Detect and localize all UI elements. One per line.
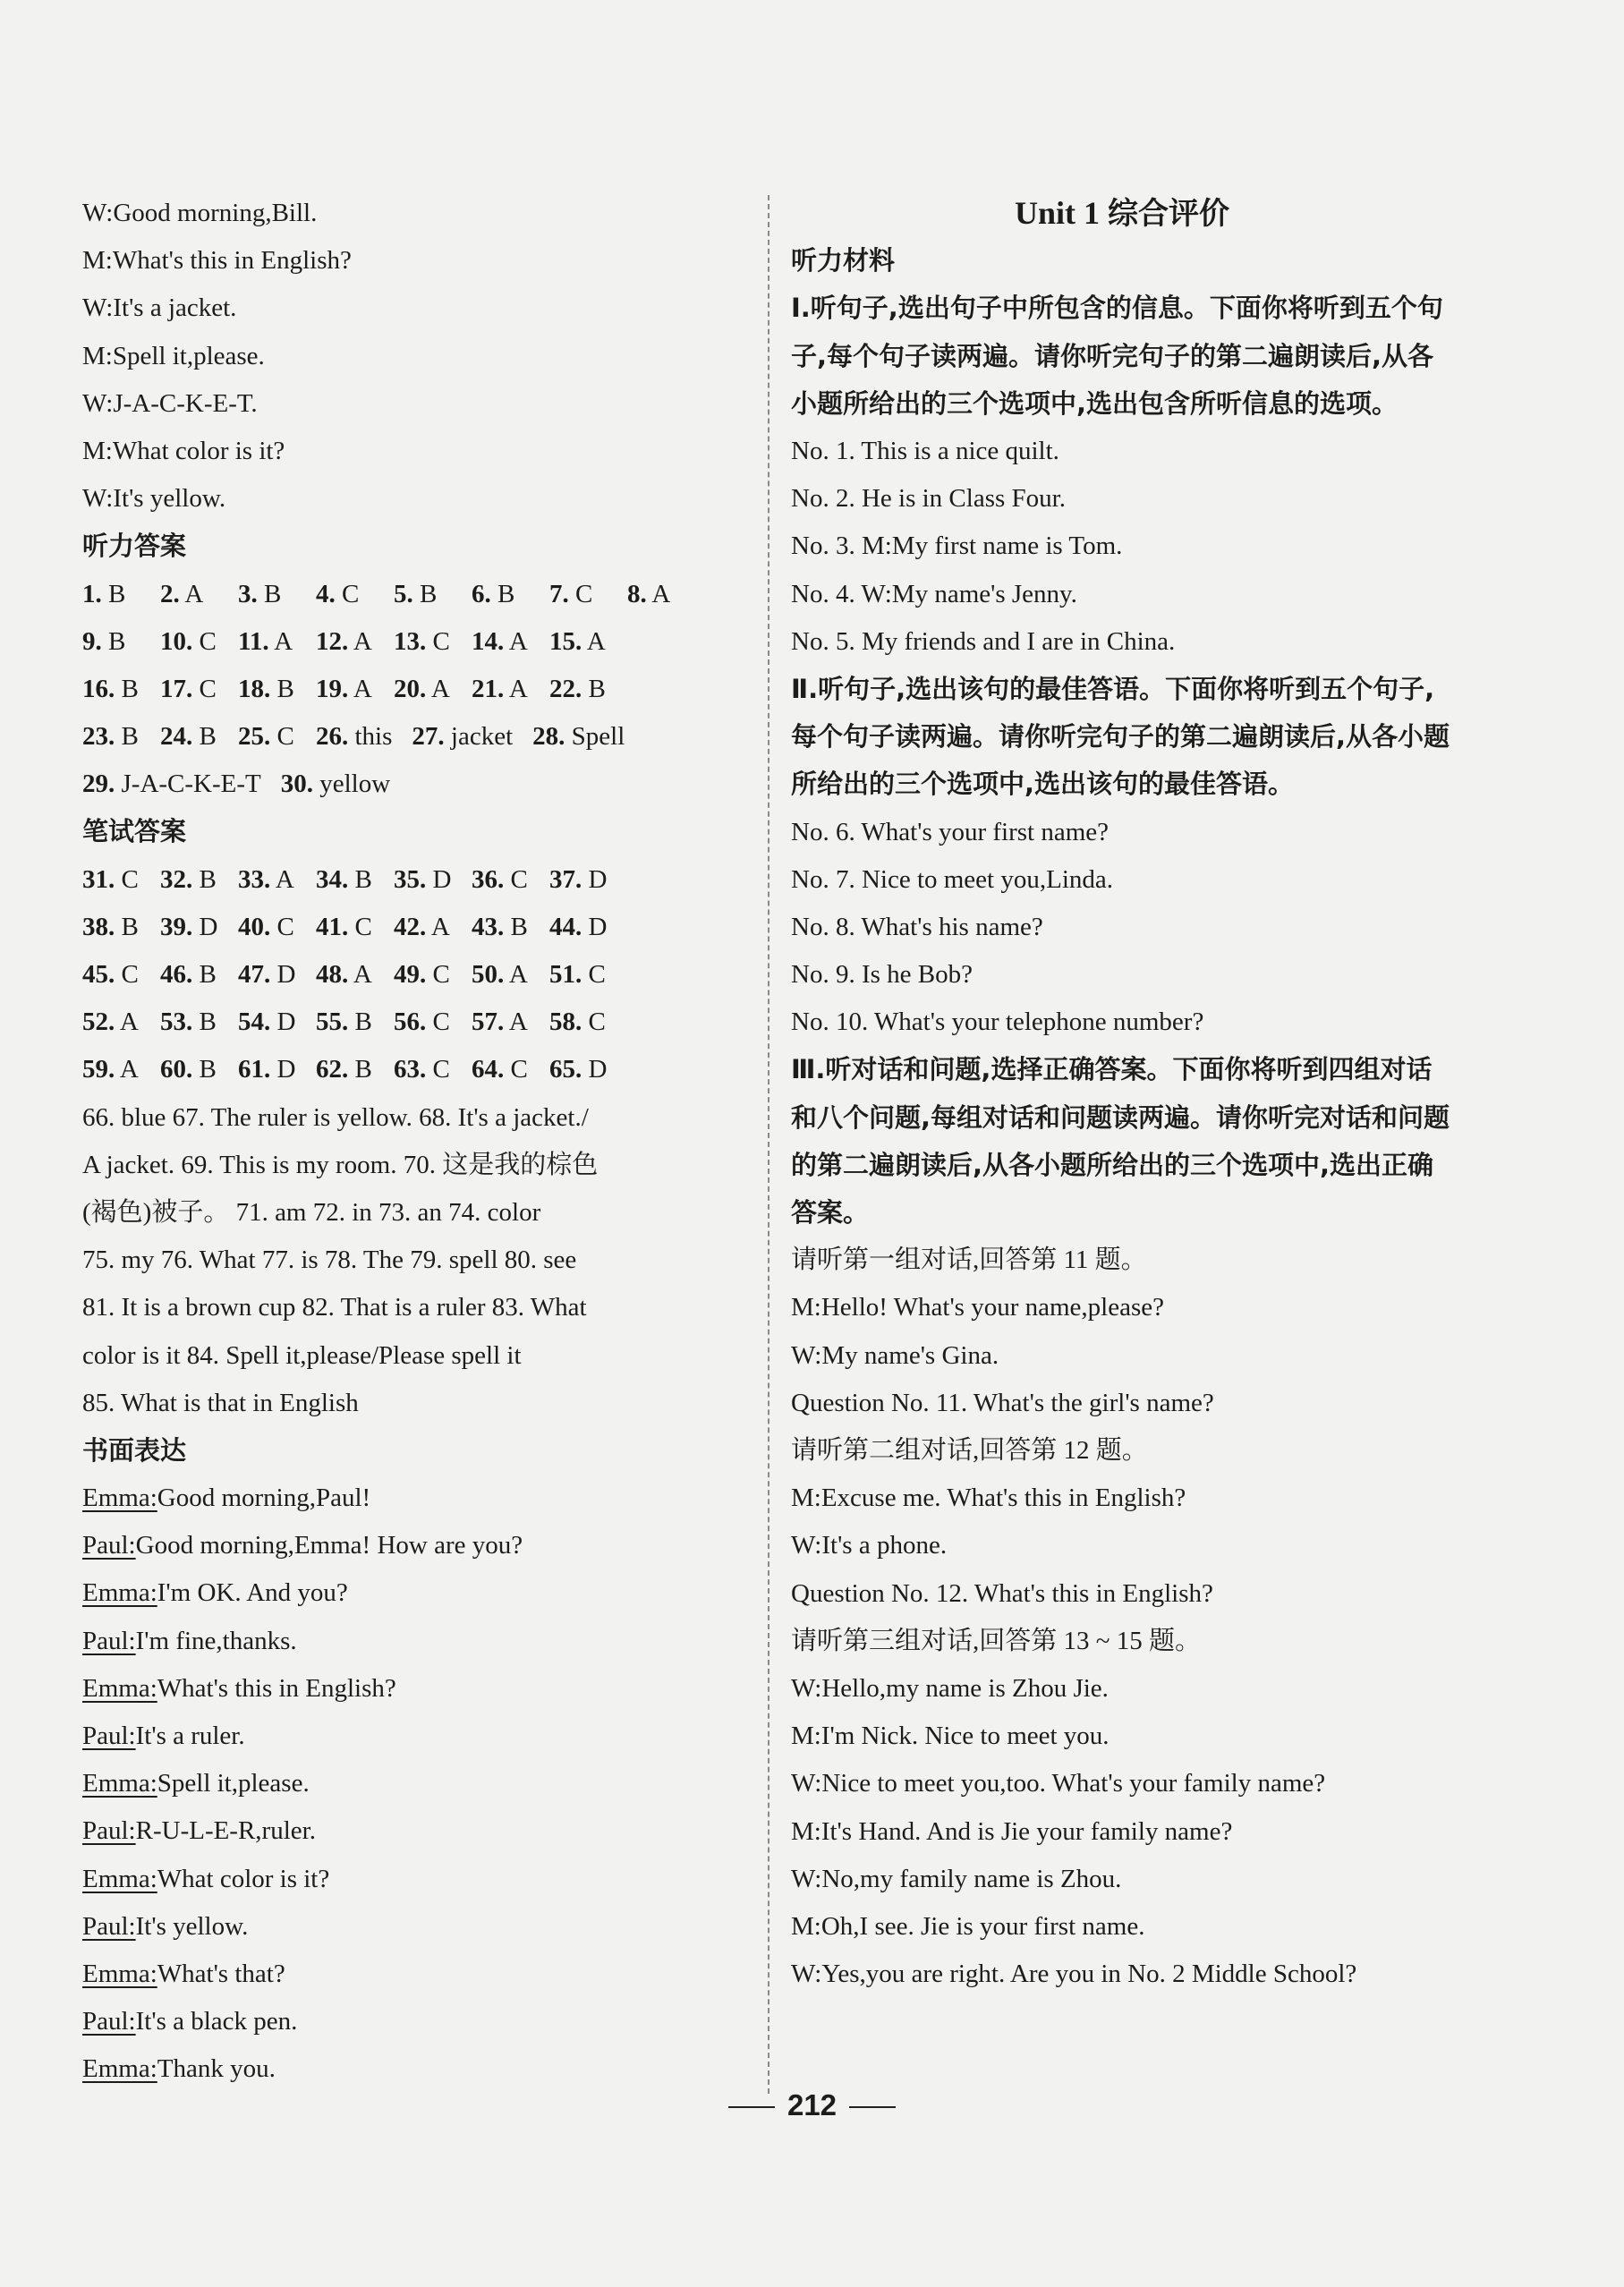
answer-item: 22. B [549,674,606,703]
answer-number: 12. [316,626,349,656]
section-1-items [791,428,1453,666]
dialogue-line: W:J-A-C-K-E-T. [82,388,258,418]
dialogue-line: M:Hello! What's your name,please? [791,1293,1165,1322]
answer-item: 8. A [627,579,671,608]
answer-item: 48. A [316,960,372,989]
section-3-instructions: Ⅲ.听对话和问题,选择正确答案。下面你将听到四组对话和八个问题,每组对话和问题读两遍。请你听完对话和问题的第二遍朗读后,从各小题所给出的三个选项中,选出正确答案。 [791,1054,1450,1229]
listening-item [791,856,1453,904]
answer-number: 47. [238,960,271,989]
item-text: Nice to meet you,Linda. [855,864,1114,894]
answer-item: 11. A [238,626,293,656]
writing-text: It's a ruler. [135,1722,245,1750]
writing-line [82,1760,753,1807]
answer-item: 12. A [316,626,372,656]
answer-item: 2. A [160,579,204,608]
answer-item: 32. B [160,864,217,894]
dialogue-line: W:Hello,my name is Zhou Jie. [791,1673,1109,1703]
writing-line [82,1618,753,1665]
answer-number: 3. [238,579,258,608]
answer-item: 19. A [316,674,372,703]
answer-number: 10. [160,626,193,656]
answer-item: 16. B [82,674,139,703]
answer-line: 81. It is a brown cup 82. That is a ruler 83. What [82,1293,587,1322]
answer-item: 4. C [316,579,360,608]
answer-number: 24. [160,722,193,752]
answer-item: 38. B [82,912,139,941]
listening-item [791,475,1453,523]
answer-number: 22. [549,674,582,703]
item-number: No. 8. [791,912,855,941]
answer-item: 28. Spell [532,722,625,752]
answer-number: 14. [472,626,505,656]
writing-line [82,1522,753,1569]
answer-number: 44. [549,912,582,941]
item-text: What's your telephone number? [868,1007,1204,1037]
answer-number: 2. [160,579,180,608]
answer-number: 28. [532,722,565,752]
answer-item: 24. B [160,722,217,752]
answer-number: 45. [82,960,115,989]
answer-item: 51. C [549,960,606,989]
answer-item: 63. C [394,1055,450,1084]
speaker-name: Emma: [82,1959,157,1988]
answer-item: 36. C [472,864,528,894]
answer-number: 6. [472,579,491,608]
answer-item: 13. C [394,626,450,656]
item-number: No. 10. [791,1007,869,1037]
writing-text: What color is it? [157,1864,330,1893]
listening-answers [82,571,753,809]
answer-number: 15. [549,626,582,656]
answer-number: 27. [412,722,445,752]
item-text: What's your first name? [855,817,1110,846]
answer-number: 56. [394,1007,427,1037]
answer-number: 54. [238,1007,271,1037]
answer-number: 51. [549,960,582,989]
answer-item: 9. B [82,626,126,656]
answer-item: 49. C [394,960,450,989]
answer-number: 38. [82,912,115,941]
writing-text: Good morning,Paul! [157,1484,371,1513]
dialogue-line: M:Oh,I see. Jie is your first name. [791,1911,1145,1941]
answer-row [82,951,753,999]
answer-item: 33. A [238,864,294,894]
speaker-name: Paul: [82,1722,136,1750]
section-2-instructions: Ⅱ.听句子,选出该句的最佳答语。下面你将听到五个句子,每个句子读两遍。请你听完句子的第二遍朗读后,从各小题所给出的三个选项中,选出该句的最佳答语。 [791,673,1450,800]
dialogue-line: M:I'm Nick. Nice to meet you. [791,1722,1110,1751]
item-text: W:My name's Jenny. [855,579,1077,608]
answer-item: 34. B [316,864,372,894]
answer-number: 13. [394,626,427,656]
answer-item: 7. C [549,579,593,608]
answer-item: 50. A [472,960,528,989]
listening-item [791,999,1453,1046]
answer-number: 20. [394,674,427,703]
answer-item: 40. C [238,912,294,941]
dialogue-line: 请听第二组对话,回答第 12 题。 [791,1436,1148,1466]
answer-item: 41. C [316,912,372,941]
writing-line [82,1903,753,1951]
answer-row [82,618,753,666]
dialogue-line: W:It's a phone. [791,1531,948,1560]
dialogue-line: M:Excuse me. What's this in English? [791,1484,1186,1513]
item-text: My friends and I are in China. [855,626,1176,656]
answer-item: 14. A [472,626,528,656]
answer-number: 59. [82,1055,115,1084]
answer-number: 36. [472,864,505,894]
answer-row [82,761,753,808]
answer-item: 43. B [472,912,528,941]
speaker-name: Emma: [82,2054,157,2084]
answer-item: 61. D [238,1055,296,1084]
writing-text: What's this in English? [157,1673,396,1703]
item-number: No. 2. [791,484,855,514]
answer-item: 15. A [549,626,606,656]
listening-item [791,951,1453,999]
writing-line [82,1713,753,1760]
item-text: This is a nice quilt. [855,436,1059,465]
item-number: No. 1. [791,436,855,465]
answer-item: 58. C [549,1007,606,1037]
answer-item: 31. C [82,864,139,894]
answer-number: 37. [549,864,582,894]
answer-line: A jacket. 69. This is my room. 70. 这是我的棕色 [82,1150,599,1179]
answer-number: 46. [160,960,193,989]
item-text: What's his name? [855,912,1043,941]
dialogue-line: Question No. 12. What's this in English? [791,1578,1213,1608]
answer-line: 75. my 76. What 77. is 78. The 79. spell 80. see [82,1246,577,1275]
answer-number: 33. [238,864,271,894]
answer-number: 30. [280,769,313,799]
item-number: No. 4. [791,579,855,608]
answer-number: 48. [316,960,349,989]
answer-number: 61. [238,1055,271,1084]
dialogue-line: W:Good morning,Bill. [82,199,318,227]
answer-number: 58. [549,1007,582,1037]
answer-number: 50. [472,960,505,989]
answer-item: 6. B [472,579,515,608]
dialogue-line: 请听第三组对话,回答第 13 ~ 15 题。 [791,1626,1201,1655]
dialogue-line: Question No. 11. What's the girl's name? [791,1388,1214,1417]
speaker-name: Emma: [82,1864,157,1893]
writing-line [82,1856,753,1903]
answer-item: 55. B [316,1007,372,1037]
answer-item: 37. D [549,864,608,894]
answer-item: 47. D [238,960,296,989]
answer-number: 18. [238,674,271,703]
unit-title-cn: 综合评价 [1108,196,1229,232]
answer-item: 45. C [82,960,139,989]
answer-number: 1. [82,579,102,608]
answer-number: 57. [472,1007,505,1037]
speaker-name: Paul: [82,1911,136,1941]
answer-item: 60. B [160,1055,217,1084]
answer-item: 25. C [238,722,294,752]
answer-item: 27. jacket [412,722,514,752]
answer-item: 54. D [238,1007,296,1037]
page-number: 212 [0,2088,1624,2122]
item-text: M:My first name is Tom. [855,531,1123,561]
writing-text: I'm fine,thanks. [135,1626,297,1655]
answer-number: 32. [160,864,193,894]
item-number: No. 5. [791,626,855,656]
item-text: He is in Class Four. [855,484,1066,514]
answer-number: 42. [394,912,427,941]
answer-number: 17. [160,674,193,703]
answer-row [82,666,753,713]
answer-item: 59. A [82,1055,139,1084]
answer-item: 3. B [238,579,282,608]
answer-number: 39. [160,912,193,941]
answer-number: 35. [394,864,427,894]
writing-text: It's a black pen. [135,2007,298,2036]
writing-text: Spell it,please. [157,1769,310,1798]
answer-number: 31. [82,864,115,894]
answer-item: 44. D [549,912,608,941]
answer-item: 57. A [472,1007,528,1037]
answer-item: 17. C [160,674,217,703]
listening-item [791,904,1453,951]
speaker-name: Paul: [82,1816,136,1846]
dialogue-line: 请听第一组对话,回答第 11 题。 [791,1246,1147,1275]
answer-line: (褐色)被子。 71. am 72. in 73. an 74. color [82,1197,541,1227]
answer-row [82,904,753,951]
left-column [82,190,753,2094]
right-column [791,190,1453,1998]
answer-number: 43. [472,912,505,941]
writing-text: Thank you. [157,2054,276,2084]
writing-line [82,1998,753,2045]
answer-number: 23. [82,722,115,752]
dialogue-line: M:Spell it,please. [82,341,265,370]
answer-item: 29. J-A-C-K-E-T [82,769,261,799]
answer-line: 66. blue 67. The ruler is yellow. 68. It's a jacket./ [82,1102,589,1132]
answer-line: 85. What is that in English [82,1388,359,1417]
listening-item [791,523,1453,570]
answer-number: 7. [549,579,569,608]
answer-item: 52. A [82,1007,139,1037]
answer-item: 53. B [160,1007,217,1037]
answer-item: 26. this [316,722,393,752]
unit-title-en: Unit 1 [1014,195,1100,231]
dialogue-line: W:My name's Gina. [791,1340,999,1370]
answer-row [82,713,753,761]
listening-item [791,571,1453,618]
section-1-instructions: Ⅰ.听句子,选出句子中所包含的信息。下面你将听到五个句子,每个句子读两遍。请你听完句子的第二遍朗读后,从各小题所给出的三个选项中,选出包含所听信息的选项。 [791,293,1443,419]
answer-item: 23. B [82,722,139,752]
answer-number: 29. [82,769,115,799]
writing-text: It's yellow. [135,1911,249,1941]
answer-number: 63. [394,1055,427,1084]
answer-item: 18. B [238,674,294,703]
writing-text: R-U-L-E-R,ruler. [135,1816,316,1846]
writing-text: I'm OK. And you? [157,1578,348,1608]
section-3-dialogues [791,1237,1453,1998]
answer-number: 11. [238,626,269,656]
written-answers-heading: 笔试答案 [82,816,187,847]
writing-line [82,1475,753,1522]
dialogue-line: W:It's yellow. [82,484,226,514]
answer-number: 5. [394,579,413,608]
dialogue-1 [82,190,753,523]
answer-item: 1. B [82,579,126,608]
answer-number: 4. [316,579,336,608]
item-text: Is he Bob? [855,960,973,990]
answer-number: 41. [316,912,349,941]
answer-row [82,999,753,1046]
answer-item: 21. A [472,674,528,703]
writing-line [82,1951,753,1998]
writing-sample [82,1475,753,2093]
answer-number: 19. [316,674,349,703]
answer-item: 64. C [472,1055,528,1084]
speaker-name: Paul: [82,1531,136,1560]
materials-heading: 听力材料 [791,245,896,276]
listening-item [791,618,1453,666]
answer-number: 60. [160,1055,193,1084]
answer-item: 30. yellow [280,769,391,799]
listening-answers-heading: 听力答案 [82,531,187,562]
writing-text: Good morning,Emma! How are you? [135,1531,523,1560]
answer-number: 62. [316,1055,349,1084]
speaker-name: Emma: [82,1578,157,1608]
answer-item: 20. A [394,674,450,703]
answer-number: 64. [472,1055,505,1084]
answer-number: 8. [627,579,647,608]
writing-heading: 书面表达 [82,1434,187,1466]
answer-number: 9. [82,626,102,656]
writing-line [82,2045,753,2093]
answer-row [82,856,753,904]
speaker-name: Paul: [82,1626,136,1655]
speaker-name: Emma: [82,1673,157,1703]
writing-line [82,1569,753,1617]
dialogue-line: W:It's a jacket. [82,293,237,323]
writing-line [82,1807,753,1855]
dialogue-line: M:What color is it? [82,436,285,465]
answer-item: 56. C [394,1007,450,1037]
answer-number: 16. [82,674,115,703]
answer-number: 25. [238,722,271,752]
answer-row [82,571,753,618]
speaker-name: Paul: [82,2007,136,2036]
dialogue-line: M:What's this in English? [82,246,352,276]
answer-item: 10. C [160,626,217,656]
listening-item [791,809,1453,856]
answer-number: 40. [238,912,271,941]
item-number: No. 9. [791,960,855,990]
writing-text: What's that? [157,1959,285,1988]
answer-line: color is it 84. Spell it,please/Please spell it [82,1340,522,1370]
answer-number: 55. [316,1007,349,1037]
item-number: No. 7. [791,864,855,894]
column-divider [768,195,769,2094]
answer-item: 5. B [394,579,438,608]
answer-number: 53. [160,1007,193,1037]
dialogue-line: W:Nice to meet you,too. What's your family name? [791,1769,1326,1798]
answer-number: 21. [472,674,505,703]
answer-number: 52. [82,1007,115,1037]
answer-number: 34. [316,864,349,894]
section-2-items [791,809,1453,1047]
item-number: No. 6. [791,817,855,846]
answer-item: 46. B [160,960,217,989]
speaker-name: Emma: [82,1484,157,1513]
answer-item: 39. D [160,912,218,941]
answer-item: 62. B [316,1055,372,1084]
answer-item: 35. D [394,864,452,894]
answer-row [82,1046,753,1093]
mixed-answers [82,1094,753,1427]
dialogue-line: W:No,my family name is Zhou. [791,1864,1122,1893]
speaker-name: Emma: [82,1769,157,1798]
listening-item [791,428,1453,475]
dialogue-line: W:Yes,you are right. Are you in No. 2 Middle School? [791,1960,1357,1989]
written-answers [82,856,753,1094]
answer-item: 65. D [549,1055,608,1084]
answer-item: 42. A [394,912,450,941]
answer-number: 65. [549,1055,582,1084]
answer-number: 26. [316,722,349,752]
dialogue-line: M:It's Hand. And is Jie your family name? [791,1816,1233,1846]
unit-title [791,190,1453,237]
writing-line [82,1665,753,1713]
answer-number: 49. [394,960,427,989]
item-number: No. 3. [791,531,855,561]
